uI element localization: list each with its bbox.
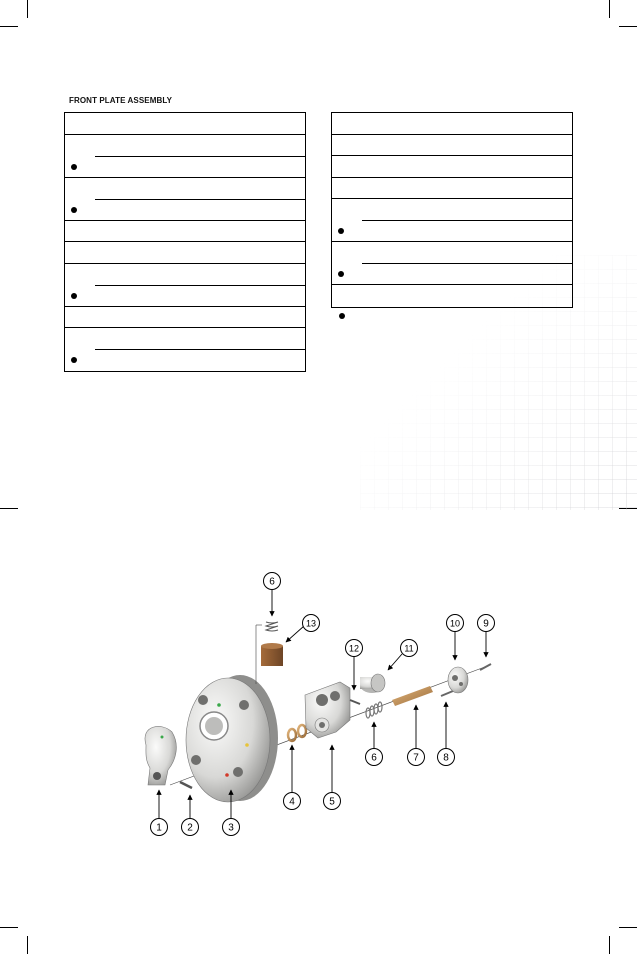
knob-part: [145, 726, 176, 785]
parts-table-left: [64, 112, 306, 372]
parts-table-right: [331, 112, 573, 308]
table-row: [332, 156, 572, 178]
spring-part-upper: [266, 622, 278, 631]
callout-label: 13: [305, 618, 317, 629]
callout-label: 11: [404, 643, 414, 654]
crop-mark: [0, 927, 18, 928]
callout-label: 2: [187, 822, 193, 834]
table-row: [65, 221, 305, 243]
crop-mark: [619, 927, 637, 928]
crop-mark: [619, 26, 637, 27]
washer-part: [288, 725, 306, 741]
shaft-part: [392, 686, 433, 706]
callout-label: 10: [449, 618, 461, 629]
table-row: [332, 135, 572, 157]
small-screw-part: [441, 691, 453, 696]
crop-mark: [0, 508, 18, 509]
bullet-icon: [71, 207, 77, 213]
table-row: [65, 242, 305, 264]
crop-mark: [609, 936, 610, 954]
crop-mark: [27, 936, 28, 954]
table-row: [65, 135, 305, 178]
table-row: [65, 264, 305, 307]
table-row: [332, 199, 572, 242]
bullet-icon: [71, 357, 77, 363]
callout-label: 5: [329, 796, 335, 808]
callout-label: 1: [156, 822, 162, 834]
table-row: [65, 113, 305, 135]
front-plate-part: [186, 675, 278, 802]
spring-part: [366, 702, 382, 718]
bullet-icon: [71, 164, 77, 170]
callout-arrow: [286, 626, 304, 642]
table-row: [332, 242, 572, 285]
bullet-icon: [339, 313, 345, 319]
callout-label: 6: [371, 752, 377, 764]
bullet-icon: [338, 271, 344, 277]
table-row: [65, 178, 305, 221]
disc-part: [448, 667, 468, 693]
crop-mark: [0, 26, 18, 27]
crop-mark: [27, 0, 28, 18]
cam-part: [305, 682, 350, 738]
table-row: [65, 328, 305, 371]
bullet-icon: [71, 293, 77, 299]
pin-part: [180, 782, 192, 788]
callout-label: 7: [413, 752, 419, 764]
table-row: [332, 285, 572, 307]
table-row: [65, 307, 305, 329]
callout-label: 4: [289, 796, 295, 808]
callout-label: 6: [269, 576, 275, 588]
crop-mark: [609, 0, 610, 18]
callout-label: 12: [348, 643, 360, 654]
cylinder-cap-part: [360, 674, 385, 693]
callout-label: 9: [483, 618, 489, 630]
callout-arrow: [388, 654, 402, 670]
bronze-cylinder-part: [261, 643, 283, 666]
section-title: FRONT PLATE ASSEMBLY: [69, 96, 173, 105]
screw-part: [480, 664, 491, 670]
callout-label: 8: [443, 752, 449, 764]
small-pin-part: [350, 700, 360, 704]
callout-label: 3: [228, 822, 234, 834]
table-row: [332, 113, 572, 135]
bullet-icon: [338, 228, 344, 234]
exploded-assembly-diagram: [0, 560, 637, 850]
table-row: [332, 178, 572, 200]
